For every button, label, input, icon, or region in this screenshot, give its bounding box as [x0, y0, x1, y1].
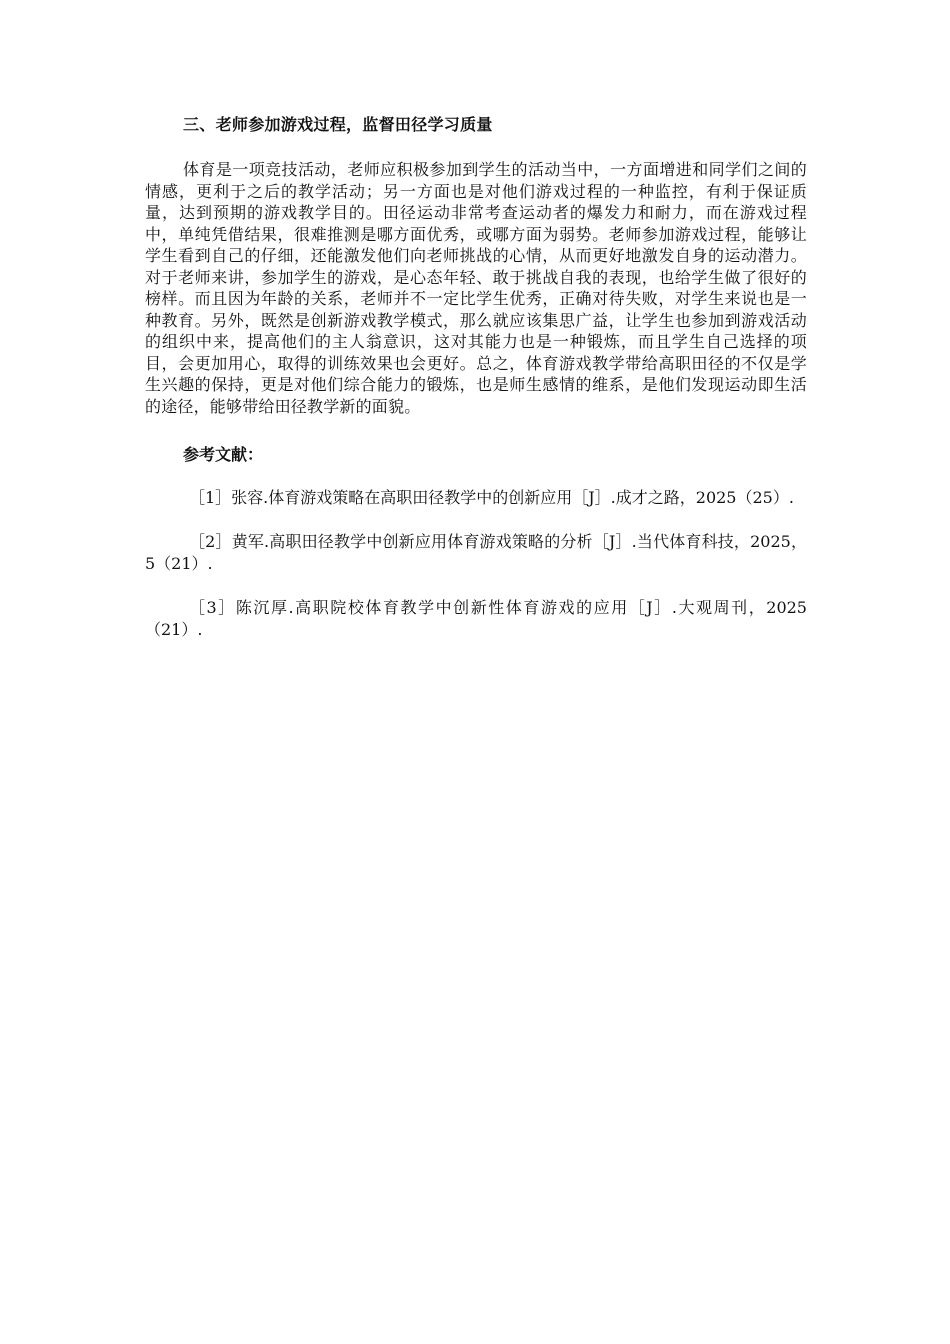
section-heading: 三、老师参加游戏过程，监督田径学习质量	[183, 115, 493, 134]
reference-item-1: ［1］张容.体育游戏策略在高职田径教学中的创新应用［J］.成才之路，2025（25）.	[189, 488, 794, 507]
body-paragraph: 体育是一项竞技活动，老师应积极参加到学生的活动当中，一方面增进和同学们之间的情感，更利于之后的教学活动；另一方面也是对他们游戏过程的一种监控，有利于保证质量，达到预期的游戏教学目的。田径运动非常考查运动者的爆发力和耐力，而在游戏过程中，单纯凭借结果，很难推测是哪方面优秀，或哪方面为弱势。老师参加游戏过程，能够让学生看到自己的仔细，还能激发他们向老师挑战的心情，从而更好地激发自身的运动潜力。对于老师来讲，参加学生的游戏，是心态年轻、敢于挑战自我的表现，也给学生做了很好的榜样。而且因为年龄的关系，老师并不一定比学生优秀，正确对待失败，对学生来说也是一种教育。另外，既然是创新游戏教学模式，那么就应该集思广益，让学生也参加到游戏活动的组织中来，提高他们的主人翁意识，这对其能力也是一种锻炼，而且学生自己选择的项目，会更加用心，取得的训练效果也会更好。总之，体育游戏教学带给高职田径的不仅是学生兴趣的保持，更是对他们综合能力的锻炼，也是师生感情的维系，是他们发现运动即生活的途径，能够带给田径教学新的面貌。	[145, 160, 807, 416]
page-content	[145, 113, 807, 663]
reference-item-3: ［3］陈沉厚.高职院校体育教学中创新性体育游戏的应用［J］.大观周刊，2025（21）.	[145, 598, 807, 639]
reference-list	[145, 487, 807, 641]
reference-item-2: ［2］黄军.高职田径教学中创新应用体育游戏策略的分析［J］.当代体育科技，2025，5（21）.	[145, 532, 807, 573]
references-heading: 参考文献：	[183, 445, 264, 464]
